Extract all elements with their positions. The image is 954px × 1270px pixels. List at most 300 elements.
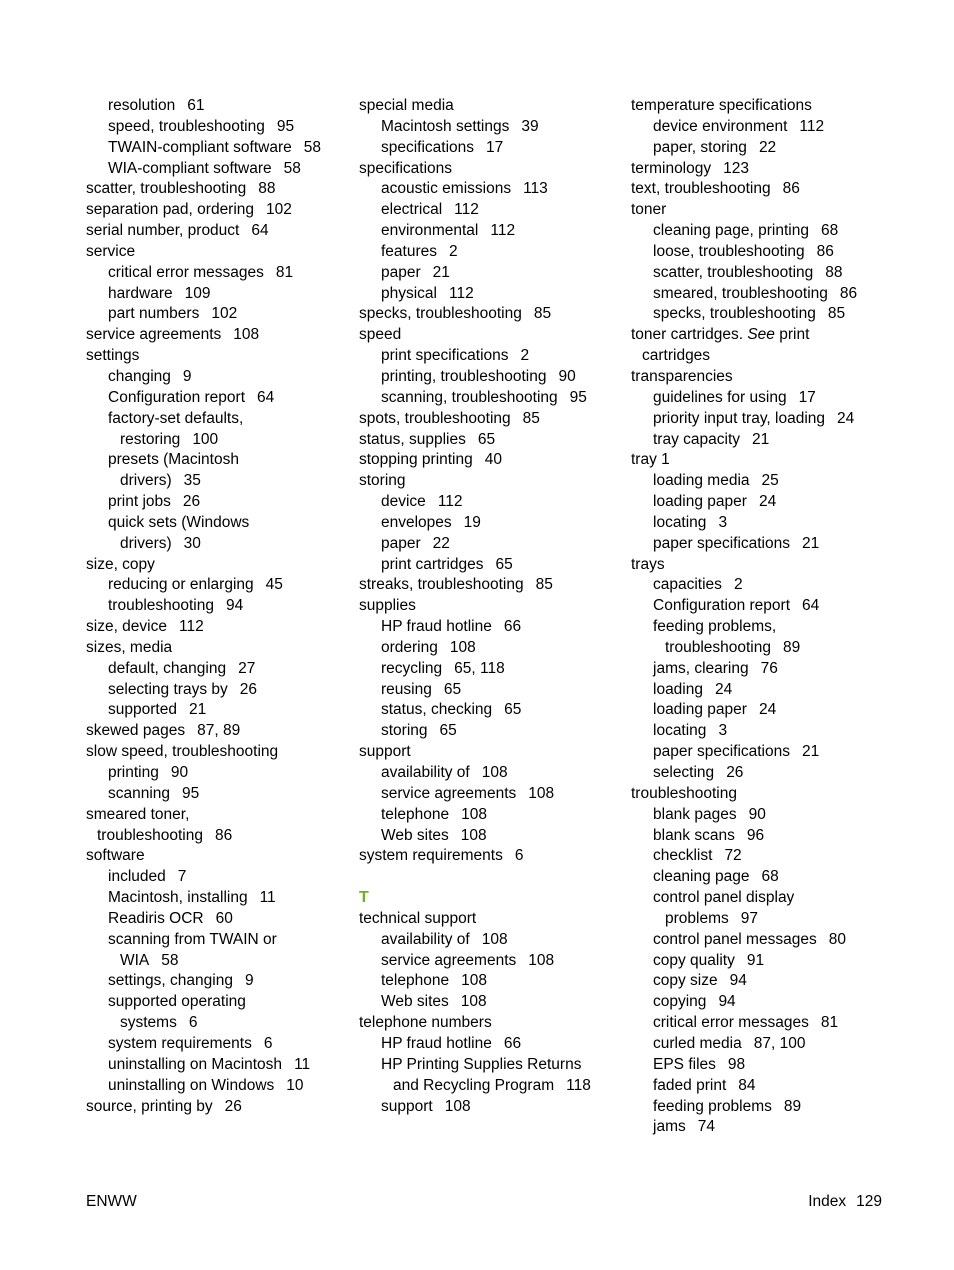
index-page-ref: 17 — [798, 388, 816, 406]
index-term: loading paper — [653, 493, 747, 511]
index-column-1 — [86, 96, 348, 1117]
index-entry — [631, 159, 893, 180]
index-term: paper — [381, 263, 421, 281]
index-subentry — [631, 617, 893, 638]
index-page-ref: 21 — [752, 430, 770, 448]
index-entry — [359, 909, 621, 930]
index-page-ref: 24 — [837, 409, 855, 427]
index-term: Macintosh settings — [381, 117, 510, 135]
index-page-ref: 76 — [760, 659, 778, 677]
index-subentry — [631, 826, 893, 847]
index-page-ref: 112 — [437, 493, 463, 511]
index-subentry — [631, 284, 893, 305]
index-subentry — [359, 534, 621, 555]
index-term: paper — [381, 534, 421, 552]
index-term: included — [108, 868, 166, 886]
index-term: technical support — [359, 909, 477, 927]
index-term: problems — [665, 909, 729, 927]
index-page-ref: 7 — [177, 868, 187, 886]
footer-right — [808, 1192, 882, 1212]
index-entry — [359, 742, 621, 763]
index-term: feeding problems, — [653, 618, 777, 636]
index-subentry — [631, 513, 893, 534]
index-entry — [86, 242, 348, 263]
index-term: jams — [653, 1118, 686, 1136]
index-subentry — [631, 242, 893, 263]
index-subentry — [631, 700, 893, 721]
index-subentry — [359, 1097, 621, 1118]
index-page-ref: 27 — [238, 659, 256, 677]
index-term: capacities — [653, 576, 722, 594]
index-subentry — [359, 826, 621, 847]
index-subentry — [86, 284, 348, 305]
index-entry — [86, 325, 348, 346]
index-term: print jobs — [108, 493, 171, 511]
index-entry — [86, 179, 348, 200]
index-term: envelopes — [381, 513, 452, 531]
index-page-ref: 6 — [263, 1034, 273, 1052]
index-page-ref: 22 — [432, 534, 450, 552]
index-term: faded print — [653, 1076, 727, 1094]
index-subentry — [631, 1076, 893, 1097]
index-entry — [86, 846, 348, 867]
index-term: acoustic emissions — [381, 180, 512, 198]
index-subentry — [359, 388, 621, 409]
index-term: toner cartridges. — [631, 326, 743, 344]
index-page-ref: 102 — [266, 201, 292, 219]
index-term: sizes, media — [86, 638, 173, 656]
index-subentry — [359, 1055, 621, 1076]
index-term: slow speed, troubleshooting — [86, 743, 279, 761]
index-page-ref: 88 — [825, 263, 843, 281]
index-subentry — [359, 763, 621, 784]
index-term: supported — [108, 701, 177, 719]
index-term: Configuration report — [653, 597, 790, 615]
index-term: resolution — [108, 97, 176, 114]
index-term: recycling — [381, 659, 443, 677]
index-subentry — [631, 534, 893, 555]
index-page-ref: 94 — [226, 597, 244, 615]
index-subentry — [86, 409, 348, 430]
index-term: cleaning page, printing — [653, 222, 809, 240]
index-page-ref: 94 — [729, 972, 747, 990]
index-subentry — [86, 1013, 348, 1034]
index-subentry — [631, 346, 893, 367]
index-term: TWAIN-compliant software — [108, 138, 292, 156]
index-page-ref: 90 — [558, 367, 576, 385]
index-subentry — [86, 909, 348, 930]
index-term: WIA-compliant software — [108, 159, 272, 177]
index-subentry — [86, 534, 348, 555]
index-page-ref: 96 — [746, 826, 765, 844]
index-term: copying — [653, 993, 707, 1011]
index-page-ref: 65 — [439, 722, 457, 740]
index-term: paper, storing — [653, 138, 747, 156]
index-page-ref: 24 — [715, 680, 733, 698]
index-term: tray 1 — [631, 451, 670, 469]
index-page-ref: 118 — [566, 1076, 591, 1094]
index-term: service agreements — [381, 784, 517, 802]
index-subentry — [86, 1055, 348, 1076]
index-page-ref: 61 — [187, 97, 205, 114]
index-page-ref: 26 — [726, 764, 744, 781]
index-page-ref: 58 — [283, 159, 301, 177]
index-term: scanning from TWAIN or — [108, 930, 277, 948]
index-page-ref: 100 — [192, 430, 219, 448]
index-entry — [86, 1097, 348, 1118]
index-subentry — [86, 763, 348, 784]
index-term: scanning, troubleshooting — [381, 388, 558, 406]
index-entry — [631, 96, 893, 117]
index-term: temperature specifications — [631, 97, 812, 114]
index-page-ref: 112 — [454, 201, 479, 219]
index-term: locating — [653, 722, 707, 740]
index-term: loading paper — [653, 701, 747, 719]
index-entry — [359, 159, 621, 180]
index-page-ref: 108 — [444, 1097, 471, 1115]
index-term: loading — [653, 680, 703, 698]
index-term: uninstalling on Windows — [108, 1076, 275, 1094]
index-term: priority input tray, loading — [653, 409, 826, 427]
index-term: blank pages — [653, 805, 737, 823]
index-entry — [359, 1013, 621, 1034]
index-subentry — [631, 1117, 893, 1138]
index-term: curled media — [653, 1034, 742, 1052]
index-page-ref: 26 — [239, 680, 257, 698]
index-entry — [86, 221, 348, 242]
index-page-ref: 9 — [244, 972, 254, 990]
index-page-ref: 91 — [746, 951, 765, 969]
index-page-ref: 95 — [276, 117, 295, 135]
index-term: smeared, troubleshooting — [653, 284, 828, 302]
index-page-ref: 10 — [286, 1076, 304, 1094]
index-subentry — [631, 492, 893, 513]
index-subentry — [631, 805, 893, 826]
index-subentry — [631, 221, 893, 242]
index-entry — [631, 784, 893, 805]
index-page-ref: 35 — [183, 472, 201, 490]
index-page-ref: 98 — [727, 1055, 746, 1073]
index-term: telephone — [381, 972, 450, 990]
see-target: print — [779, 326, 810, 344]
index-page-ref: 88 — [258, 180, 276, 198]
footer-page-number: 129 — [856, 1193, 882, 1210]
index-page-ref: 108 — [481, 764, 508, 781]
index-subentry — [359, 555, 621, 576]
index-term: speed — [359, 326, 402, 344]
index-term: system requirements — [359, 847, 503, 865]
index-page-ref: 89 — [783, 1097, 802, 1115]
index-entry — [86, 638, 348, 659]
index-entry — [359, 450, 621, 471]
index-term: EPS files — [653, 1055, 716, 1073]
index-page-ref: 112 — [178, 618, 204, 636]
index-subentry — [631, 117, 893, 138]
index-page-ref: 30 — [183, 534, 201, 552]
index-subentry — [86, 367, 348, 388]
index-subentry — [86, 263, 348, 284]
index-term: presets (Macintosh — [108, 451, 239, 469]
index-subentry — [86, 117, 348, 138]
index-subentry — [359, 513, 621, 534]
index-subentry — [359, 179, 621, 200]
index-subentry — [359, 1076, 621, 1097]
index-term: device environment — [653, 117, 788, 135]
index-letter-heading: T — [359, 889, 369, 907]
index-subentry — [359, 492, 621, 513]
index-page-ref: 81 — [275, 263, 294, 281]
index-subentry — [86, 888, 348, 909]
index-term: HP fraud hotline — [381, 618, 492, 636]
index-term: streaks, troubleshooting — [359, 576, 524, 594]
index-term: device — [381, 493, 426, 511]
index-subentry — [631, 575, 893, 596]
index-term: part numbers — [108, 305, 200, 323]
index-term: restoring — [120, 430, 181, 448]
index-page-ref: 22 — [758, 138, 777, 156]
index-subentry — [631, 430, 893, 451]
index-term: printing, troubleshooting — [381, 367, 547, 385]
index-subentry — [86, 1034, 348, 1055]
index-subentry — [359, 242, 621, 263]
index-subentry — [359, 930, 621, 951]
index-term: supported operating — [108, 993, 246, 1011]
index-entry — [631, 367, 893, 388]
index-term: Web sites — [381, 993, 449, 1011]
index-term: trays — [631, 555, 665, 573]
index-page-ref: 6 — [514, 847, 524, 865]
index-term: default, changing — [108, 659, 227, 677]
index-entry — [359, 96, 621, 117]
index-page-ref: 68 — [761, 868, 779, 886]
index-term: specks, troubleshooting — [359, 305, 522, 323]
index-term: system requirements — [108, 1034, 252, 1052]
index-page-ref: 108 — [528, 784, 555, 802]
index-term: drivers) — [120, 534, 172, 552]
index-term: serial number, product — [86, 222, 240, 240]
index-term: specifications — [359, 159, 453, 177]
index-subentry — [631, 846, 893, 867]
index-term: smeared toner, — [86, 805, 190, 823]
index-term: printing — [108, 764, 159, 781]
index-page-ref: 65 — [504, 701, 522, 719]
index-page-ref: 84 — [738, 1076, 756, 1094]
index-page-ref: 11 — [294, 1055, 311, 1073]
index-page-ref: 64 — [802, 597, 820, 615]
index-subentry — [359, 700, 621, 721]
index-page-ref: 66 — [503, 618, 522, 636]
index-subentry — [86, 575, 348, 596]
index-subentry — [359, 784, 621, 805]
index-term: specifications — [381, 138, 475, 156]
index-page-ref: 21 — [432, 263, 450, 281]
index-term: copy quality — [653, 951, 735, 969]
index-subentry — [359, 971, 621, 992]
index-page-ref: 3 — [718, 722, 728, 740]
index-term: service — [86, 242, 136, 260]
index-page-ref: 85 — [533, 305, 552, 323]
index-page-ref: 64 — [257, 388, 275, 406]
index-term: guidelines for using — [653, 388, 787, 406]
index-entry — [631, 450, 893, 471]
index-term: HP Printing Supplies Returns — [381, 1055, 582, 1073]
index-term: checklist — [653, 847, 713, 865]
index-term: WIA — [120, 951, 150, 969]
index-term: settings, changing — [108, 972, 233, 990]
index-term: cartridges — [642, 347, 711, 365]
index-page-ref: 108 — [461, 805, 487, 823]
index-page-ref: 2 — [733, 576, 743, 594]
index-term: terminology — [631, 159, 712, 177]
index-term: service agreements — [86, 326, 222, 344]
index-subentry — [86, 826, 348, 847]
index-subentry — [359, 346, 621, 367]
index-subentry — [86, 930, 348, 951]
index-page-ref: 58 — [161, 951, 179, 969]
index-entry — [359, 409, 621, 430]
index-subentry — [86, 971, 348, 992]
index-subentry — [359, 200, 621, 221]
index-subentry — [359, 721, 621, 742]
index-page-ref: 94 — [718, 993, 736, 1011]
index-subentry — [631, 263, 893, 284]
index-page-ref: 87, 100 — [753, 1034, 806, 1052]
index-subentry — [86, 951, 348, 972]
index-subentry — [631, 304, 893, 325]
index-page-ref: 60 — [215, 909, 233, 927]
index-page-ref: 109 — [184, 284, 211, 302]
index-term: separation pad, ordering — [86, 201, 255, 219]
index-entry — [359, 596, 621, 617]
index-term: loose, troubleshooting — [653, 242, 805, 260]
index-entry — [86, 721, 348, 742]
index-subentry — [631, 888, 893, 909]
index-term: loading media — [653, 472, 750, 490]
index-page-ref: 123 — [723, 159, 749, 177]
index-entry — [631, 179, 893, 200]
index-entry — [86, 346, 348, 367]
index-subentry — [359, 367, 621, 388]
index-term: scatter, troubleshooting — [653, 263, 814, 281]
index-subentry — [359, 659, 621, 680]
index-term: paper specifications — [653, 534, 790, 552]
index-page-ref: 85 — [535, 576, 553, 594]
index-term: quick sets (Windows — [108, 513, 250, 531]
index-page-ref: 65 — [477, 430, 496, 448]
index-subentry — [631, 680, 893, 701]
index-page-ref: 6 — [188, 1014, 198, 1032]
see-reference: See — [747, 326, 775, 344]
index-entry — [359, 471, 621, 492]
index-subentry — [86, 513, 348, 534]
index-page-ref: 17 — [486, 138, 504, 156]
index-subentry — [631, 909, 893, 930]
index-term: settings — [86, 347, 140, 365]
index-subentry — [86, 680, 348, 701]
index-subentry — [631, 1034, 893, 1055]
index-term: storing — [359, 472, 406, 490]
index-term: support — [381, 1097, 433, 1115]
index-term: supplies — [359, 597, 416, 615]
index-page-ref: 26 — [182, 493, 201, 511]
index-page-ref: 21 — [802, 534, 820, 552]
index-page-ref: 25 — [761, 472, 779, 490]
index-subentry — [631, 596, 893, 617]
index-subentry — [631, 951, 893, 972]
index-subentry — [631, 471, 893, 492]
index-term: electrical — [381, 201, 443, 219]
index-page-ref: 65, 118 — [454, 659, 505, 677]
index-page-ref: 112 — [799, 117, 825, 135]
index-page-ref: 21 — [188, 701, 207, 719]
index-term: environmental — [381, 222, 479, 240]
index-term: scanning — [108, 784, 171, 802]
index-entry — [359, 575, 621, 596]
index-page-ref: 68 — [820, 222, 839, 240]
index-term: toner — [631, 201, 667, 219]
index-term: Configuration report — [108, 388, 245, 406]
index-page-ref: 85 — [827, 305, 846, 323]
index-term: print cartridges — [381, 555, 484, 573]
index-term: size, device — [86, 618, 167, 636]
index-subentry — [86, 1076, 348, 1097]
index-page-ref: 113 — [523, 180, 548, 198]
index-term: tray capacity — [653, 430, 741, 448]
index-subentry — [359, 1034, 621, 1055]
index-page-ref: 65 — [443, 680, 462, 698]
index-term: feeding problems — [653, 1097, 772, 1115]
index-page-ref: 108 — [528, 951, 555, 969]
index-page-ref: 74 — [697, 1118, 715, 1136]
index-page-ref: 86 — [215, 826, 233, 844]
index-entry — [86, 617, 348, 638]
index-page-ref: 108 — [449, 638, 476, 656]
index-page-ref: 19 — [463, 513, 481, 531]
index-term: physical — [381, 284, 437, 302]
index-subentry — [86, 659, 348, 680]
index-subentry — [631, 742, 893, 763]
index-subentry — [86, 492, 348, 513]
index-term: size, copy — [86, 555, 155, 573]
index-entry — [631, 325, 893, 346]
index-term: blank scans — [653, 826, 735, 844]
index-term: HP fraud hotline — [381, 1034, 492, 1052]
index-entry — [359, 325, 621, 346]
index-entry — [359, 430, 621, 451]
index-term: selecting trays by — [108, 680, 228, 698]
index-term: systems — [120, 1014, 177, 1032]
index-page-ref: 45 — [265, 576, 283, 594]
index-term: and Recycling Program — [393, 1076, 555, 1094]
index-entry — [631, 555, 893, 576]
index-page-ref: 90 — [748, 805, 766, 823]
index-term: status, supplies — [359, 430, 466, 448]
index-subentry — [359, 138, 621, 159]
index-subentry — [359, 951, 621, 972]
index-page-ref: 21 — [802, 743, 820, 761]
index-page-ref: 3 — [718, 513, 728, 531]
index-term: source, printing by — [86, 1097, 213, 1115]
index-entry — [359, 846, 621, 867]
index-term: Macintosh, installing — [108, 889, 248, 907]
index-column-2 — [359, 96, 621, 1117]
index-subentry — [631, 867, 893, 888]
index-subentry — [359, 284, 621, 305]
index-term: troubleshooting — [665, 638, 771, 656]
index-term: service agreements — [381, 951, 517, 969]
index-term: print specifications — [381, 347, 509, 365]
index-term: paper specifications — [653, 743, 790, 761]
